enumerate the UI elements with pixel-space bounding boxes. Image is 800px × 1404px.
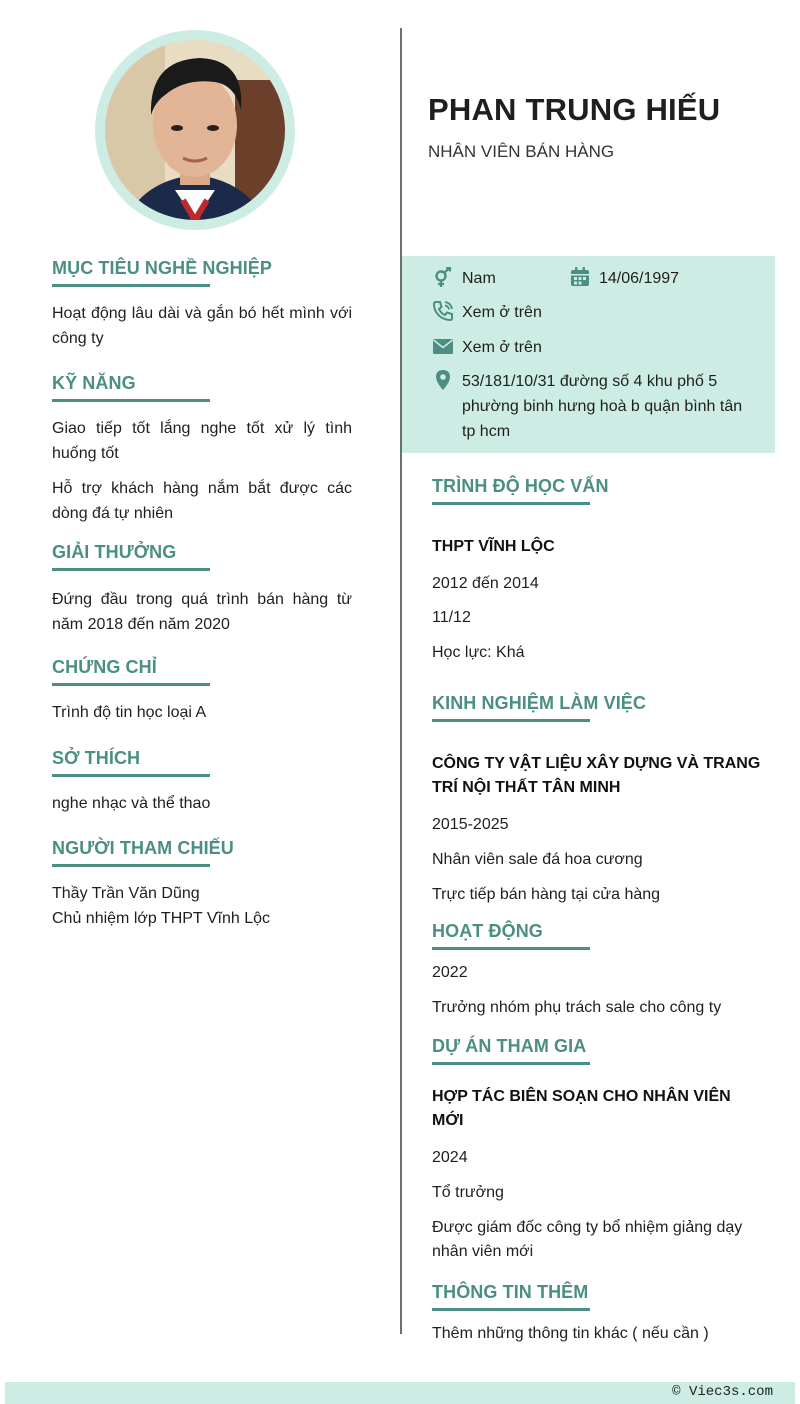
phone-icon [432,300,454,322]
hobbies-title: SỞ THÍCH [52,748,141,768]
school-name: THPT VĨNH LỘC [432,538,555,555]
skills-title: KỸ NĂNG [52,373,136,393]
activities-title: HOẠT ĐỘNG [432,921,543,941]
objective-section [52,258,352,351]
column-divider [400,28,402,1334]
experience-section [432,693,762,907]
references-title: NGƯỜI THAM CHIẾU [52,838,234,858]
birthday-value: 14/06/1997 [599,270,680,287]
avatar-photo [105,40,285,220]
project-text: Được giám đốc công ty bổ nhiệm giảng dạy nhân viên mới [432,1219,743,1260]
education-grade: 11/12 [432,609,471,626]
phone-value: Xem ở trên [462,304,542,321]
education-title: TRÌNH ĐỘ HỌC VẤN [432,476,609,496]
extra-title: THÔNG TIN THÊM [432,1282,589,1302]
section-underline [52,864,210,867]
company-name: CÔNG TY VẬT LIỆU XÂY DỰNG VÀ TRANG TRÍ NỘI THẤT TÂN MINH [432,755,761,796]
gender-value: Nam [462,270,496,287]
certificates-title: CHỨNG CHỈ [52,657,157,677]
project-year: 2024 [432,1149,468,1166]
skill-item: Hỗ trợ khách hàng nắm bắt được các dòng đá tự nhiên [52,480,352,522]
objective-text: Hoạt động lâu dài và gắn bó hết mình với công ty [52,305,352,347]
section-underline [432,947,590,950]
project-role: Tổ trưởng [432,1184,504,1201]
section-underline [52,399,210,402]
extra-section [432,1282,762,1346]
certificates-text: Trình độ tin học loại A [52,704,207,721]
avatar-frame [95,30,295,230]
email-value: Xem ở trên [462,339,542,356]
education-period: 2012 đến 2014 [432,575,539,592]
address-value: 53/181/10/31 đường số 4 khu phố 5 phường binh hưng hoà b quận bình tân tp hcm [462,373,743,440]
projects-section [432,1036,762,1264]
awards-section [52,542,352,637]
skills-section [52,373,352,526]
activity-text: Trưởng nhóm phụ trách sale cho công ty [432,999,722,1016]
activity-year: 2022 [432,964,468,981]
certificates-section [52,657,352,725]
experience-period: 2015-2025 [432,816,509,833]
calendar-icon [569,266,591,288]
section-underline [52,284,210,287]
awards-text: Đứng đầu trong quá trình bán hàng từ năm 2018 đến năm 2020 [52,591,352,633]
education-result: Học lực: Khá [432,644,525,661]
section-underline [52,568,210,571]
hobbies-text: nghe nhạc và thể thao [52,795,211,812]
experience-duty: Trực tiếp bán hàng tại cửa hàng [432,886,661,903]
full-name: PHAN TRUNG HIẾU [428,92,721,127]
section-underline [52,774,210,777]
section-underline [432,1308,590,1311]
skill-item: Giao tiếp tốt lắng nghe tốt xử lý tình huống tốt [52,420,352,462]
section-underline [52,683,210,686]
avatar [105,40,285,220]
experience-title: KINH NGHIỆM LÀM VIỆC [432,693,647,713]
references-section [52,838,352,931]
education-section [432,476,762,665]
section-underline [432,719,590,722]
reference-name: Thầy Trần Văn Dũng [52,885,200,902]
awards-title: GIẢI THƯỞNG [52,542,177,562]
gender-icon [432,267,454,289]
reference-position: Chủ nhiệm lớp THPT Vĩnh Lộc [52,910,271,927]
objective-title: MỤC TIÊU NGHỀ NGHIỆP [52,258,273,278]
location-pin-icon [432,369,454,391]
email-icon [432,335,454,357]
activities-section [432,921,762,1020]
footer-bar [5,1382,795,1404]
job-title: NHÂN VIÊN BÁN HÀNG [428,142,615,161]
experience-position: Nhân viên sale đá hoa cương [432,851,643,868]
section-underline [432,502,590,505]
hobbies-section [52,748,352,816]
project-name: HỢP TÁC BIÊN SOẠN CHO NHÂN VIÊN MỚI [432,1088,731,1129]
contact-panel [402,256,775,453]
footer-credit: © Viec3s.com [672,1384,773,1400]
projects-title: DỰ ÁN THAM GIA [432,1036,587,1056]
extra-text: Thêm những thông tin khác ( nếu cần ) [432,1325,709,1342]
section-underline [432,1062,590,1065]
